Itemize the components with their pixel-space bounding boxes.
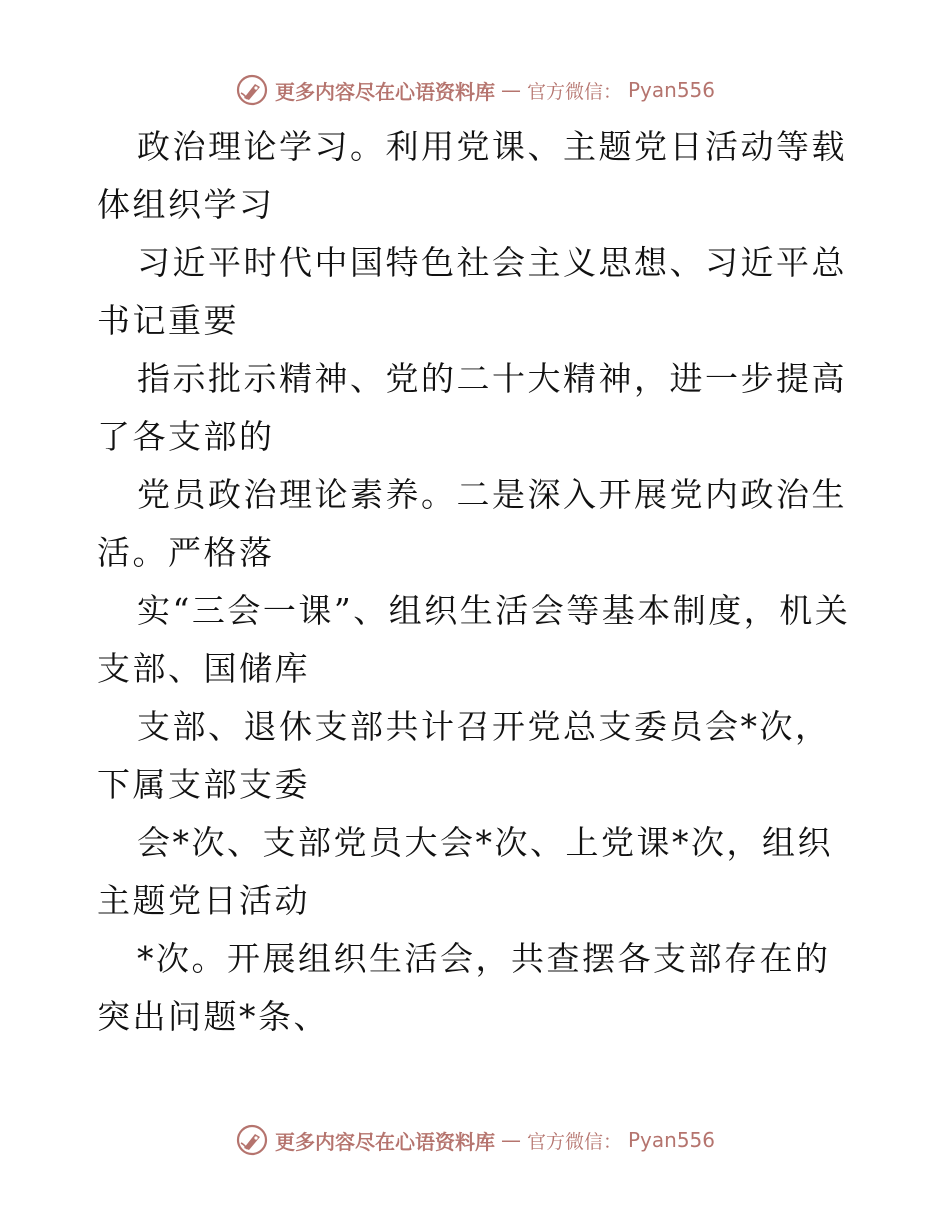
- body-paragraph: *次。开展组织生活会，共查摆各支部存在的突出问题*条、: [97, 939, 831, 1036]
- document-body: [97, 118, 857, 1046]
- banner-slogan: 更多内容尽在心语资料库: [274, 1129, 495, 1154]
- header-banner: [0, 70, 950, 110]
- banner-separator: —: [500, 1128, 521, 1152]
- body-paragraph: 指示批示精神、党的二十大精神，进一步提高了各支部的: [97, 359, 847, 456]
- banner-wechat-id: Pyan556: [628, 78, 716, 102]
- pen-nib-logo-icon: [235, 1123, 269, 1157]
- body-paragraph: 实“三会一课”、组织生活会等基本制度，机关支部、国储库: [97, 591, 851, 688]
- banner-slogan: 更多内容尽在心语资料库: [274, 79, 495, 104]
- banner-wechat-label: 官方微信：: [526, 80, 622, 103]
- pen-nib-logo-icon: [235, 73, 269, 107]
- banner-wechat-label: 官方微信：: [526, 1130, 622, 1153]
- body-paragraph: 支部、退休支部共计召开党总支委员会*次，下属支部支委: [97, 707, 831, 804]
- body-paragraph: 政治理论学习。利用党课、主题党日活动等载体组织学习: [97, 127, 847, 224]
- banner-wechat-id: Pyan556: [628, 1128, 716, 1152]
- banner-separator: —: [500, 78, 521, 102]
- body-paragraph: 会*次、支部党员大会*次、上党课*次，组织主题党日活动: [97, 823, 833, 920]
- body-paragraph: 党员政治理论素养。二是深入开展党内政治生活。严格落: [97, 475, 847, 572]
- footer-banner: [0, 1120, 950, 1160]
- body-paragraph: 习近平时代中国特色社会主义思想、习近平总书记重要: [97, 243, 847, 340]
